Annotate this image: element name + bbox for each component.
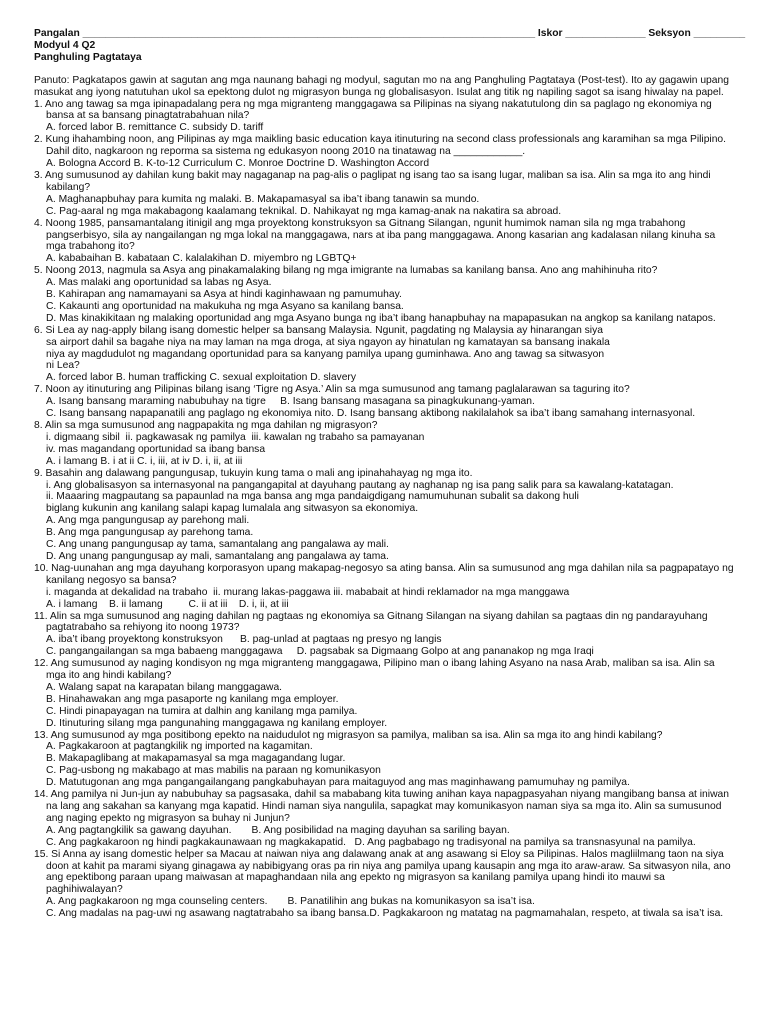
answer-choices-line: A. Ang pagkakaroon ng mga counseling centers. B. Panatilihin ang bukas na komunikasyon sa isa’t isa. xyxy=(46,896,535,908)
question-item xyxy=(34,325,734,385)
question-item xyxy=(34,420,734,468)
worksheet-page xyxy=(34,28,746,920)
answer-choices-line: C. Ang pagkakaroon ng hindi pagkakaunawaan ng magkakapatid. D. Ang pagbabago ng tradisyonal na pamilya sa transnasyunal na pamilya. xyxy=(46,836,696,848)
question-stem: 12. Ang sumusunod ay naging kondisyon ng mga migranteng manggagawa, Pilipino man o ibang lahing Asyano na nasa Arab, maliban sa isa. Alin sa mga ito ang hindi kabilang? xyxy=(34,658,715,682)
answer-choices-line: C. pangangailangan sa mga babaeng manggagawa D. pagsabak sa Digmaang Golpo at ang pananakop ng mga Iraqi xyxy=(46,646,594,658)
answer-choices-line: A. Ang pagtangkilik sa gawang dayuhan. B. Ang posibilidad na maging dayuhan sa sariling bayan. xyxy=(46,824,510,836)
question-stem-line: ni Lea? xyxy=(46,360,80,372)
question-item xyxy=(34,730,734,790)
question-stem: 5. Noong 2013, nagmula sa Asya ang pinakamalaking bilang ng mga imigrante na lumabas sa kanilang bansa. Ano ang mahihinuha rito? xyxy=(34,265,658,277)
question-stem: 9. Basahin ang dalawang pangungusap, tukuyin kung tama o mali ang ipinahahayag ng mga ito. xyxy=(34,467,473,479)
instructions: Panuto: Pagkatapos gawin at sagutan ang mga naunang bahagi ng modyul, sagutan mo na ang Panghuling Pagtataya (Post-test). Ito ay gagawin upang masukat ang iyong natutuhan ukol sa epektong dulot ng migrasyon bunga ng globalisasyon. Isulat ang titik ng napiling sagot sa isang hiwalay na papel. xyxy=(34,74,729,98)
answer-choices-line: i. maganda at dekalidad na trabaho ii. murang lakas-paggawa iii. mababait at hindi reklamador na mga manggawa xyxy=(46,586,570,598)
answer-choices-line: i. digmaang sibil ii. pagkawasak ng pamilya iii. kawalan ng trabaho sa pamayanan xyxy=(46,431,425,443)
answer-choices-line: D. Matutugonan ang mga pangangailangang pangkabuhayan para maitaguyod ang mas maginhawang pamumuhay ng pamilya. xyxy=(46,777,630,789)
answer-choices-line: A. Bologna Accord B. K-to-12 Curriculum C. Monroe Doctrine D. Washington Accord xyxy=(46,158,430,170)
answer-choices-line: D. Itinuturing silang mga pangunahing manggagawa ng kanilang employer. xyxy=(46,717,388,729)
answer-choices-line: A. Ang mga pangungusap ay parehong mali. xyxy=(46,515,250,527)
question-stem: 8. Alin sa mga sumusunod ang nagpapakita ng mga dahilan ng migrasyon? xyxy=(34,420,378,431)
question-stem: 1. Ano ang tawag sa mga ipinapadalang pera ng mga migranteng manggagawa sa Pilipinas na siyang nakatutulong din sa paglago ng ekonomiya ng bansa at sa bansang pinagtatrabahuan nila? xyxy=(34,98,712,122)
answer-choices-line: C. Kakaunti ang oportunidad na makukuha ng mga Asyano sa kanilang bansa. xyxy=(46,300,404,312)
module-label: Modyul 4 Q2 xyxy=(34,39,96,51)
answer-choices-line: C. Isang bansang napapanatili ang paglago ng ekonomiya nito. D. Isang bansang aktibong nakilalahok sa iba’t ibang samahang internasyonal. xyxy=(46,408,696,420)
answer-choices-line: A. Pagkakaroon at pagtangkilik ng imported na kagamitan. xyxy=(46,741,313,753)
question-stem: 14. Ang pamilya ni Jun-jun ay nabubuhay sa pagsasaka, dahil sa mababang kita tuwing anihan kaya napagpasyahan niyang mangibang bansa at iniwan na lang ang sakahan sa kanyang mga kapatid. Hindi naman siya nangulila, sapagkat may komunikasyon naman siya sa mga ito. Alin sa sumusunod ang naging epekto ng migrasyon sa buhay ni Junjun? xyxy=(34,789,729,824)
answer-choices-line: A. i lamang B. i at ii C. i, iii, at iv D. i, ii, at iii xyxy=(46,455,243,467)
question-item xyxy=(34,789,734,849)
question-item xyxy=(34,265,734,325)
answer-choices-line: A. i lamang B. ii lamang C. ii at iii D. i, ii, at iii xyxy=(46,598,289,610)
answer-choices-line: C. Hindi pinapayagan na tumira at dalhin ang kanilang mga pamilya. xyxy=(46,705,358,717)
question-stem: 2. Kung ihahambing noon, ang Pilipinas ay mga maikling basic education kaya itinuturing na second class professionals ang karamihan sa mga Pilipino. Dahil dito, nagkaroon ng reporma sa sistema ng edukasyon noong 2010 na tinatawag na ____________. xyxy=(34,134,727,158)
answer-choices-line: ii. Maaaring magpautang sa papaunlad na mga bansa ang mga pandaigdigang namumuhunan subalit sa dakong huli xyxy=(46,491,579,503)
question-stem: 6. Si Lea ay nag-apply bilang isang domestic helper sa bansang Malaysia. Ngunit, pagdating ng Malaysia ay hinarangan siya xyxy=(34,324,603,336)
answer-choices-line: D. Mas kinakikitaan ng malaking oportunidad ang mga Asyano bunga ng iba’t ibang hanapbuhay na mapapasukan na angkop sa kanilang natapos. xyxy=(46,312,716,324)
answer-choices-line: A. forced labor B. human trafficking C. sexual exploitation D. slavery xyxy=(46,372,357,384)
name-score-section-line: Pangalan _______________________________________________________________________________ Iskor ______________ Seksyon _________ xyxy=(34,28,746,39)
answer-choices-line: A. forced labor B. remittance C. subsidy D. tariff xyxy=(46,122,264,134)
answer-choices-line: A. Walang sapat na karapatan bilang manggagawa. xyxy=(46,681,283,693)
question-item xyxy=(34,611,734,659)
question-item xyxy=(34,218,734,266)
question-item xyxy=(34,468,734,563)
question-item xyxy=(34,849,734,920)
question-list xyxy=(34,99,734,921)
answer-choices-line: i. Ang globalisasyon sa internasyonal na pangangapital at dayuhang pautang ay naghanap ng isa pang salik para sa kawalang-katatagan. xyxy=(46,479,674,491)
answer-choices-line: A. kababaihan B. kabataan C. kalalakihan D. miyembro ng LGBTQ+ xyxy=(46,253,357,265)
answer-choices-line: C. Ang madalas na pag-uwi ng asawang nagtatrabaho sa ibang bansa.D. Pagkakaroon ng matatag na pagmamahalan, respeto, at tiwala sa isa’t isa. xyxy=(46,908,724,920)
question-stem: 4. Noong 1985, pansamantalang itinigil ang mga proyektong konstruksyon sa Gitnang Silangan, ngunit humimok naman sila ng mga trabahong pangserbisyo, sila ay nangailangan ng mga lokal na manggagawa, nars at iba pang manggagawa. Anong kasarian ang kadalasan nilang kinuha sa mga trabahong ito? xyxy=(34,217,716,253)
question-item xyxy=(34,658,734,729)
question-item xyxy=(34,99,734,135)
question-stem: 7. Noon ay itinuturing ang Pilipinas bilang isang ‘Tigre ng Asya.’ Alin sa mga sumusunod ang tamang paglalarawan sa taguring ito? xyxy=(34,384,630,396)
assessment-title: Panghuling Pagtataya xyxy=(34,51,142,63)
question-stem: 15. Si Anna ay isang domestic helper sa Macau at naiwan niya ang dalawang anak at ang asawang si Eloy sa Pilipinas. Halos magliilmang taon na siya doon at kahit pa marami siyang ginagawa ay nabibigyang oras pa rin niya ang pamilya upang kausapin ang mga ito araw-araw. Sa sitwasyon nila, ano ang epektibong paraan upang maiwasan at mapaghandaan nila ang epekto ng migrasyon sa kanilang pamilya upang hindi ito mauwi sa paghihiwalayan? xyxy=(34,848,731,896)
answer-choices-line: C. Pag-aaral ng mga makabagong kaalamang teknikal. D. Nahikayat ng mga kamag-anak na nakatira sa abroad. xyxy=(46,205,562,217)
question-stem: 11. Alin sa mga sumusunod ang naging dahilan ng pagtaas ng ekonomiya sa Gitnang Silangan na siyang dahilan sa pagtaas din ng pandarayuhang pagtatrabaho sa rehiyong ito noong 1973? xyxy=(34,610,708,634)
question-item xyxy=(34,170,734,218)
question-stem: 13. Ang sumusunod ay mga positibong epekto na naidudulot ng migrasyon sa pamilya, maliban sa isa. Alin sa mga ito ang hindi kabilang? xyxy=(34,729,663,741)
answer-choices-line: iv. mas magandang oportunidad sa ibang bansa xyxy=(46,443,266,455)
question-stem: 10. Nag-uunahan ang mga dayuhang korporasyon upang makapag-negosyo sa ating bansa. Alin sa sumusunod ang mga dahilan nila sa pagpapatayo ng kanilang negosyo sa bansa? xyxy=(34,562,734,586)
answer-choices-line: B. Ang mga pangungusap ay parehong tama. xyxy=(46,527,254,539)
question-stem-line: niya ay magdudulot ng magandang oportunidad para sa kanyang pamilya upang guminhawa. Ano ang tawag sa sitwasyon xyxy=(46,348,605,360)
answer-choices-line: C. Ang unang pangungusap ay tama, samantalang ang pangalawa ay mali. xyxy=(46,539,389,551)
answer-choices-line: A. Mas malaki ang oportunidad sa labas ng Asya. xyxy=(46,277,272,289)
answer-choices-line: biglang kukunin ang kanilang salapi kapag lumalala ang sitwasyon sa ekonomiya. xyxy=(46,503,419,515)
answer-choices-line: B. Hinahawakan ang mga pasaporte ng kanilang mga employer. xyxy=(46,693,339,705)
answer-choices-line: B. Makapaglibang at makapamasyal sa mga magagandang lugar. xyxy=(46,753,346,765)
question-item xyxy=(34,134,734,170)
answer-choices-line: A. Maghanapbuhay para kumita ng malaki. B. Makapamasyal sa iba’t ibang tanawin sa mundo. xyxy=(46,193,480,205)
answer-choices-line: C. Pag-usbong ng makabago at mas mabilis na paraan ng komunikasyon xyxy=(46,765,381,777)
question-item xyxy=(34,563,734,611)
answer-choices-line: A. Isang bansang maraming nabubuhay na tigre B. Isang bansang masagana sa pinagkukunang-yaman. xyxy=(46,396,535,408)
question-stem-line: sa airport dahil sa bagahe niya na may laman na mga droga, at siya ngayon ay hinatulan ng kamatayan sa bansang inakala xyxy=(46,336,610,348)
question-stem: 3. Ang sumusunod ay dahilan kung bakit may nagaganap na pag-alis o paglipat ng isang tao sa isang lugar, maliban sa isa. Alin sa mga ito ang hindi kabilang? xyxy=(34,169,711,193)
question-item xyxy=(34,384,734,420)
answer-choices-line: B. Kahirapan ang namamayani sa Asya at hindi kaginhawaan ng pamumuhay. xyxy=(46,289,402,301)
answer-choices-line: A. iba’t ibang proyektong konstruksyon B. pag-unlad at pagtaas ng presyo ng langis xyxy=(46,634,442,646)
answer-choices-line: D. Ang unang pangungusap ay mali, samantalang ang pangalawa ay tama. xyxy=(46,550,389,562)
